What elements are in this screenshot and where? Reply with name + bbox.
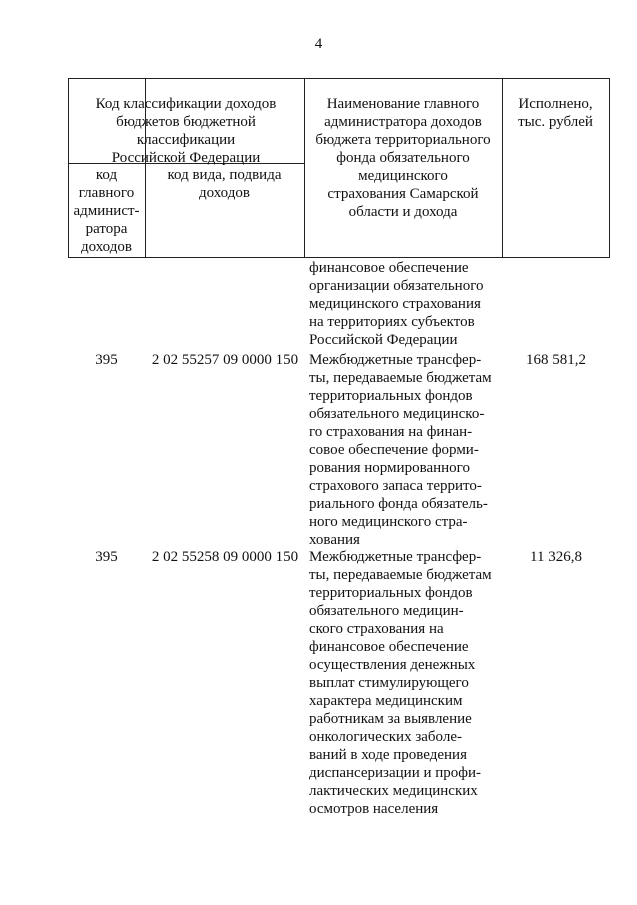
header-classification-code: Код классификации доходов бюджетов бюджетной классификации Российской Федерации <box>95 96 277 166</box>
admin-code: 395 <box>95 352 118 368</box>
income-name: Межбюджетные трансфер- ты, передаваемые бюджетам территориальных фондов обязательного медицинско- го страхования на финан- совое обеспечение форми- рования нормированного страхового запаса террито- риального фонда обязатель- ного медицинского стра- хования <box>309 352 492 548</box>
header-type-code: код вида, подвида доходов <box>167 167 282 201</box>
executed-value: 168 581,2 <box>526 352 586 368</box>
header-name: Наименование главного администратора доходов бюджета территориального фонда обязательного медицинского страхования Самарской области и дохода <box>315 96 491 220</box>
table-header <box>68 78 610 258</box>
type-code: 2 02 55258 09 0000 150 <box>151 549 299 565</box>
continuation-text: финансовое обеспечение организации обязательного медицинского страхования на территориях субъектов Российской Федерации <box>309 260 484 348</box>
executed-value: 11 326,8 <box>530 549 582 565</box>
type-code: 2 02 55257 09 0000 150 <box>151 352 299 368</box>
header-admin-code: код главного админист- ратора доходов <box>73 167 140 255</box>
header-executed: Исполнено, тыс. рублей <box>518 96 593 130</box>
page-number: 4 <box>314 36 323 52</box>
income-name: Межбюджетные трансфер- ты, передаваемые бюджетам территориальных фондов обязательного медицин- ского страхования на финансовое обеспечение осуществления денежных выплат стимулирующего характера медицинским работникам за выявление онкологических заболе- ваний в ходе проведения диспансеризации и профи- лактических медицинских осмотров населения <box>309 549 492 817</box>
admin-code: 395 <box>95 549 118 565</box>
